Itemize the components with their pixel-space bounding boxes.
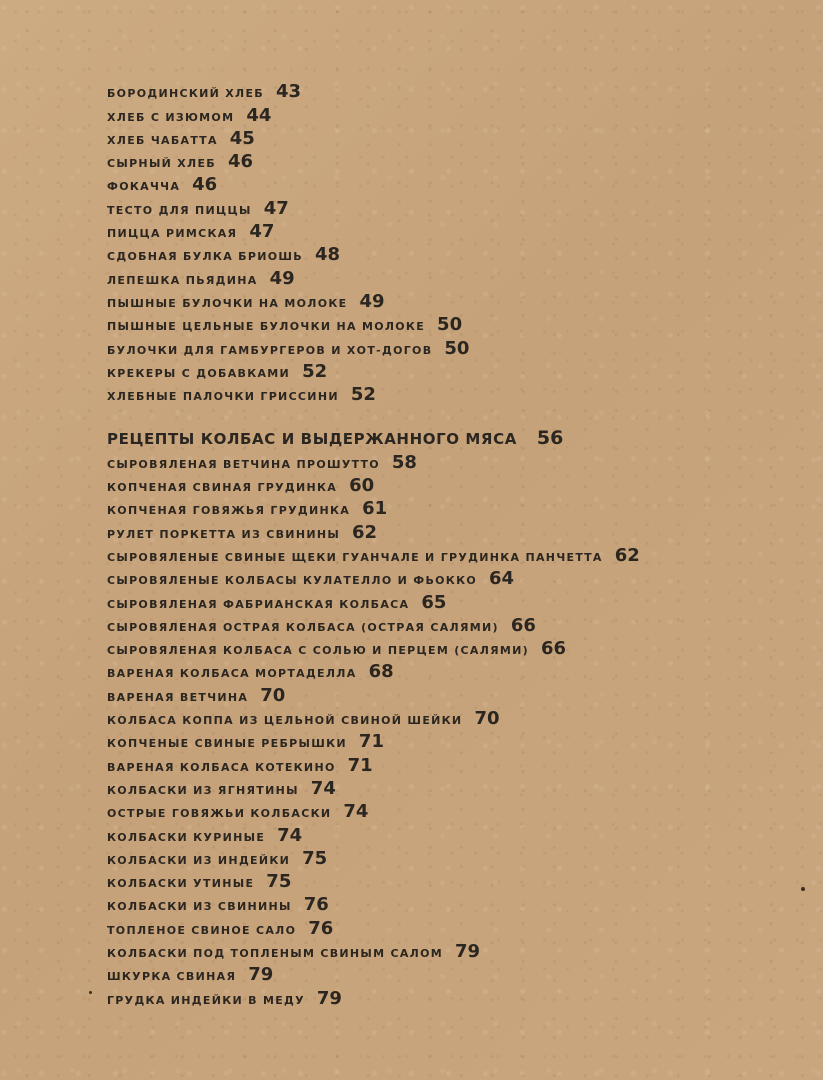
toc-entry-page: 68: [368, 661, 394, 683]
toc-entry: [107, 148, 797, 171]
toc-entry: [107, 635, 797, 658]
toc-entry-title: ТЕСТО ДЛЯ ПИЦЦЫ: [107, 203, 252, 217]
section-heading-title: РЕЦЕПТЫ КОЛБАС И ВЫДЕРЖАННОГО МЯСА: [107, 430, 517, 449]
toc-entry: [107, 288, 797, 311]
toc-entry-page: 50: [437, 314, 463, 336]
toc-entry-page: 65: [421, 591, 447, 613]
toc-entry-page: 48: [314, 244, 340, 266]
section-heading-page: 56: [536, 427, 564, 450]
toc-entry-title: ВАРЕНАЯ КОЛБАСА МОРТАДЕЛЛА: [107, 667, 357, 681]
toc-entry: [107, 448, 797, 471]
toc-entry-title: КОЛБАСКИ УТИНЫЕ: [107, 877, 255, 891]
toc-entry-title: СЫРОВЯЛЕНАЯ КОЛБАСА С СОЛЬЮ И ПЕРЦЕМ (САЛЯМИ): [107, 644, 529, 658]
toc-entry: [107, 681, 797, 704]
toc-entry-page: 76: [308, 917, 334, 939]
toc-entry-page: 70: [474, 708, 500, 730]
toc-entry-title: ПЫШНЫЕ ЦЕЛЬНЫЕ БУЛОЧКИ НА МОЛОКЕ: [107, 320, 426, 334]
toc-entry-page: 79: [248, 964, 274, 986]
toc-entry-title: КОЛБАСКИ ИЗ СВИНИНЫ: [107, 900, 292, 914]
toc-entry: [107, 588, 797, 611]
toc-entry-page: 70: [260, 684, 286, 706]
toc-entry-page: 62: [352, 521, 378, 543]
toc-entry-page: 61: [362, 498, 388, 520]
toc-entry: [107, 194, 797, 217]
toc-entry-title: СЫРНЫЙ ХЛЕБ: [107, 157, 216, 171]
toc-entry-page: 44: [246, 104, 272, 126]
toc-entry-title: ТОПЛЕНОЕ СВИНОЕ САЛО: [107, 923, 297, 937]
toc-entry-title: ФОКАЧЧА: [107, 180, 181, 194]
toc-entry-title: ХЛЕБНЫЕ ПАЛОЧКИ ГРИССИНИ: [107, 390, 339, 404]
toc-entry-page: 64: [489, 568, 515, 590]
toc-entry-page: 76: [303, 894, 329, 916]
toc-entry-title: СДОБНАЯ БУЛКА БРИОШЬ: [107, 250, 303, 264]
toc-entry-title: БОРОДИНСКИЙ ХЛЕБ: [107, 87, 264, 101]
toc-entry: [107, 542, 797, 565]
toc-entry: [107, 101, 797, 124]
toc-entry-page: 66: [510, 614, 536, 636]
paper-fleck: [801, 887, 805, 891]
toc-entry-title: КОПЧЕНАЯ ГОВЯЖЬЯ ГРУДИНКА: [107, 504, 351, 518]
toc-entry: [107, 751, 797, 774]
toc-entry: [107, 311, 797, 334]
toc-entry-page: 45: [229, 127, 255, 149]
toc-entry-title: ШКУРКА СВИНАЯ: [107, 970, 237, 984]
toc-entry: [107, 334, 797, 357]
toc-entry-page: 49: [359, 290, 385, 312]
paper-fleck: [89, 991, 92, 994]
toc-entry-title: РУЛЕТ ПОРКЕТТА ИЗ СВИНИНЫ: [107, 527, 341, 541]
toc-entry-page: 79: [455, 940, 481, 962]
toc-entry-title: СЫРОВЯЛЕНЫЕ СВИНЫЕ ЩЕКИ ГУАНЧАЛЕ И ГРУДИНКА ПАНЧЕТТА: [107, 550, 603, 564]
toc-entry: [107, 358, 797, 381]
bread-recipes-list: [107, 78, 797, 404]
toc-entry: [107, 775, 797, 798]
toc-entry-page: 50: [444, 337, 470, 359]
toc-entry: [107, 241, 797, 264]
toc-entry-page: 66: [541, 638, 567, 660]
toc-entry: [107, 565, 797, 588]
toc-entry: [107, 914, 797, 937]
toc-entry-page: 49: [269, 267, 295, 289]
toc-entry: [107, 798, 797, 821]
toc-entry: [107, 705, 797, 728]
toc-entry-page: 60: [349, 475, 375, 497]
toc-entry-title: КОЛБАСКИ КУРИНЫЕ: [107, 830, 266, 844]
toc-entry-title: КОПЧЕНЫЕ СВИНЫЕ РЕБРЫШКИ: [107, 737, 347, 751]
section-spacer: [107, 404, 797, 425]
toc-entry: [107, 984, 797, 1007]
toc-entry-page: 46: [192, 174, 218, 196]
toc-entry-title: БУЛОЧКИ ДЛЯ ГАМБУРГЕРОВ И ХОТ-ДОГОВ: [107, 343, 433, 357]
toc-entry-page: 52: [302, 360, 328, 382]
toc-entry-page: 79: [316, 987, 342, 1009]
toc-entry-page: 46: [228, 151, 254, 173]
toc-entry: [107, 125, 797, 148]
toc-entry-title: ПИЦЦА РИМСКАЯ: [107, 227, 238, 241]
toc-entry-page: 71: [358, 731, 384, 753]
toc-entry: [107, 821, 797, 844]
toc-entry-title: ГРУДКА ИНДЕЙКИ В МЕДУ: [107, 993, 305, 1007]
toc-entry-page: 74: [343, 801, 369, 823]
toc-entry-title: ПЫШНЫЕ БУЛОЧКИ НА МОЛОКЕ: [107, 296, 348, 310]
section-heading: [107, 425, 797, 448]
toc-entry-title: ВАРЕНАЯ ВЕТЧИНА: [107, 690, 249, 704]
toc-entry-page: 74: [277, 824, 303, 846]
toc-entry: [107, 218, 797, 241]
toc-entry-title: СЫРОВЯЛЕНАЯ ВЕТЧИНА ПРОШУТТО: [107, 457, 380, 471]
toc-entry-title: СЫРОВЯЛЕНЫЕ КОЛБАСЫ КУЛАТЕЛЛО И ФЬОККО: [107, 574, 478, 588]
toc-entry-page: 47: [249, 221, 275, 243]
toc-entry: [107, 845, 797, 868]
toc-entry-title: ВАРЕНАЯ КОЛБАСА КОТЕКИНО: [107, 760, 336, 774]
toc-entry-page: 74: [310, 777, 336, 799]
toc-entry: [107, 171, 797, 194]
toc-entry-page: 71: [347, 754, 373, 776]
toc-entry-title: КОЛБАСКИ ИЗ ЯГНЯТИНЫ: [107, 783, 299, 797]
toc-entry-title: КОЛБАСКИ ПОД ТОПЛЕНЫМ СВИНЫМ САЛОМ: [107, 946, 444, 960]
toc-entry: [107, 612, 797, 635]
toc-entry: [107, 938, 797, 961]
toc-entry: [107, 961, 797, 984]
toc-entry-page: 75: [266, 871, 292, 893]
toc-entry-page: 52: [350, 384, 376, 406]
toc-entry-title: ОСТРЫЕ ГОВЯЖЬИ КОЛБАСКИ: [107, 807, 332, 821]
toc-entry-title: КОЛБАСКИ ИЗ ИНДЕЙКИ: [107, 853, 291, 867]
toc-entry-page: 62: [614, 544, 640, 566]
toc-entry: [107, 78, 797, 101]
toc-entry: [107, 495, 797, 518]
toc-entry-page: 75: [302, 847, 328, 869]
toc-entry: [107, 264, 797, 287]
toc-entry: [107, 518, 797, 541]
toc-entry-page: 58: [391, 451, 417, 473]
toc-entry-title: СЫРОВЯЛЕНАЯ ОСТРАЯ КОЛБАСА (ОСТРАЯ САЛЯМИ): [107, 620, 499, 634]
toc-entry: [107, 728, 797, 751]
toc-entry: [107, 472, 797, 495]
toc-entry-title: ХЛЕБ С ИЗЮМОМ: [107, 110, 235, 124]
toc-entry-title: ЛЕПЕШКА ПЬЯДИНА: [107, 273, 258, 287]
toc-entry: [107, 658, 797, 681]
toc-entry: [107, 381, 797, 404]
table-of-contents: [107, 78, 797, 1008]
toc-entry-page: 47: [263, 197, 289, 219]
toc-entry-title: КРЕКЕРЫ С ДОБАВКАМИ: [107, 366, 291, 380]
toc-entry-page: 43: [275, 81, 302, 103]
toc-entry: [107, 868, 797, 891]
toc-entry: [107, 891, 797, 914]
meat-recipes-list: [107, 448, 797, 1007]
toc-entry-title: КОЛБАСА КОППА ИЗ ЦЕЛЬНОЙ СВИНОЙ ШЕЙКИ: [107, 714, 463, 728]
toc-entry-title: СЫРОВЯЛЕНАЯ ФАБРИАНСКАЯ КОЛБАСА: [107, 597, 410, 611]
toc-entry-title: КОПЧЕНАЯ СВИНАЯ ГРУДИНКА: [107, 481, 338, 495]
toc-entry-title: ХЛЕБ ЧАБАТТА: [107, 133, 218, 147]
